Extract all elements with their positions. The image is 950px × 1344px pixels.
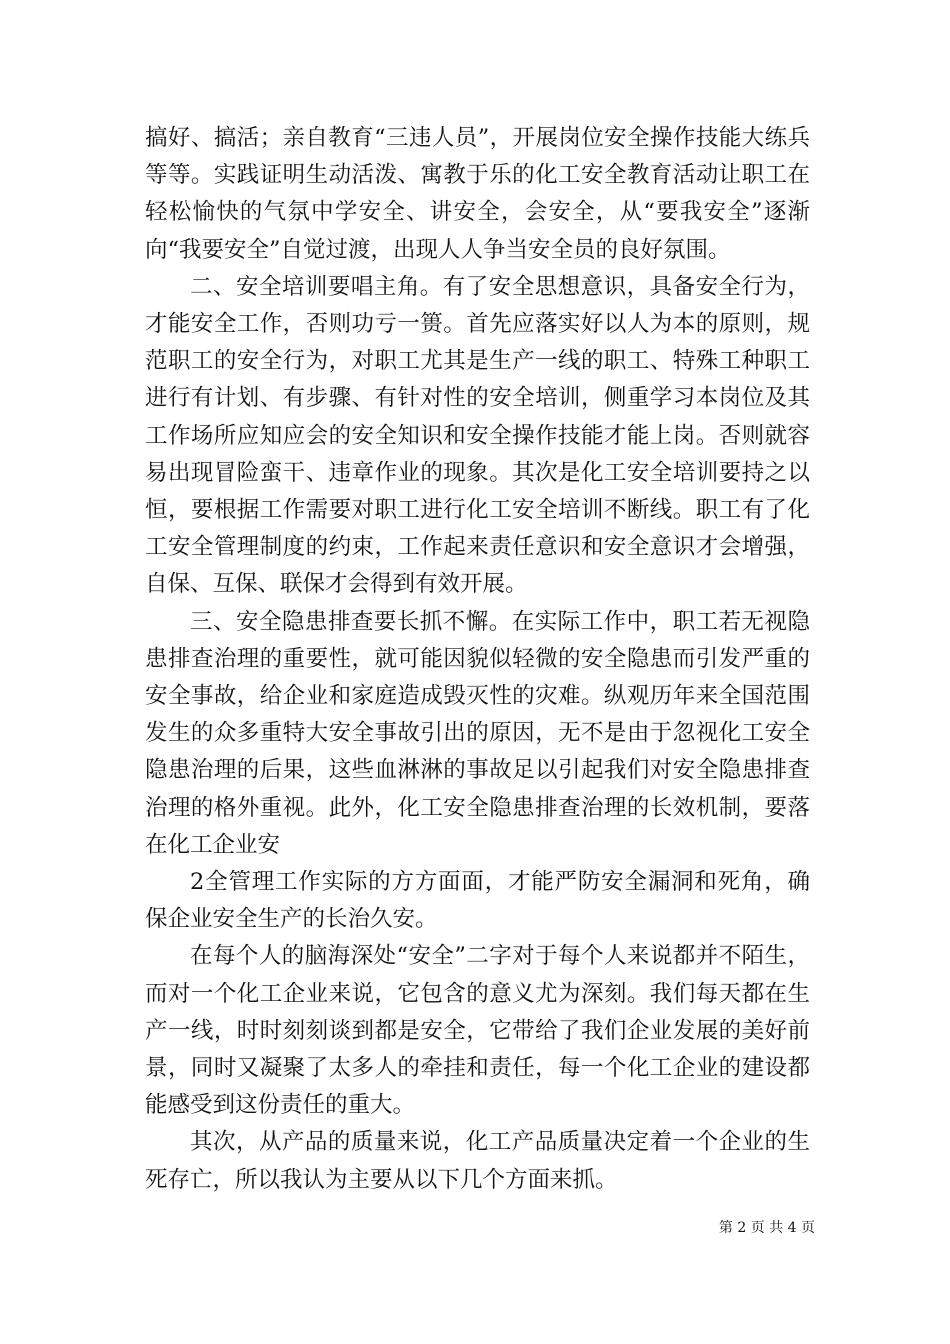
paragraph-product-quality: 其次，从产品的质量来说，化工产品质量决定着一个企业的生死存亡，所以我认为主要从以下几个方面来抓。 (145, 1129, 810, 1193)
page-number-footer: 第 2 页 共 4 页 (718, 1220, 815, 1236)
paragraph-safety-meaning: 在每个人的脑海深处“安全”二字对于每个人来说都并不陌生，而对一个化工企业来说，它包含的意义尤为深刻。我们每天都在生产一线，时时刻刻谈到都是安全，它带给了我们企业发展的美好前景，同时又凝聚了太多人的牵挂和责任，每一个化工企业的建设都能感受到这份责任的重大。 (145, 943, 810, 1119)
document-body (145, 120, 810, 1199)
paragraph-management-continuation: 2全管理工作实际的方方面面，才能严防安全漏洞和死角，确保企业安全生产的长治久安。 (145, 869, 810, 933)
paragraph-safety-training: 二、安全培训要唱主角。有了安全思想意识，具备安全行为，才能安全工作，否则功亏一篑。首先应落实好以人为本的原则，规范职工的安全行为，对职工尤其是生产一线的职工、特殊工种职工进行有计划、有步骤、有针对性的安全培训，侧重学习本岗位及其工作场所应知应会的安全知识和安全操作技能才能上岗。否则就容易出现冒险蛮干、违章作业的现象。其次是化工安全培训要持之以恒，要根据工作需要对职工进行化工安全培训不断线。职工有了化工安全管理制度的约束，工作起来责任意识和安全意识才会增强，自保、互保、联保才会得到有效开展。 (145, 273, 810, 598)
paragraph-hazard-inspection: 三、安全隐患排查要长抓不懈。在实际工作中，职工若无视隐患排查治理的重要性，就可能因貌似轻微的安全隐患而引发严重的安全事故，给企业和家庭造成毁灭性的灾难。纵观历年来全国范围发生的众多重特大安全事故引出的原因，无不是由于忽视化工安全隐患治理的后果，这些血淋淋的事故足以引起我们对安全隐患排查治理的格外重视。此外，化工安全隐患排查治理的长效机制，要落在化工企业安 (145, 608, 810, 858)
paragraph-continuation: 搞好、搞活；亲自教育“三违人员”，开展岗位安全操作技能大练兵等等。实践证明生动活泼、寓教于乐的化工安全教育活动让职工在轻松愉快的气氛中学安全、讲安全，会安全，从“要我安全”逐渐向“我要安全”自觉过渡，出现人人争当安全员的良好氛围。 (145, 125, 810, 263)
